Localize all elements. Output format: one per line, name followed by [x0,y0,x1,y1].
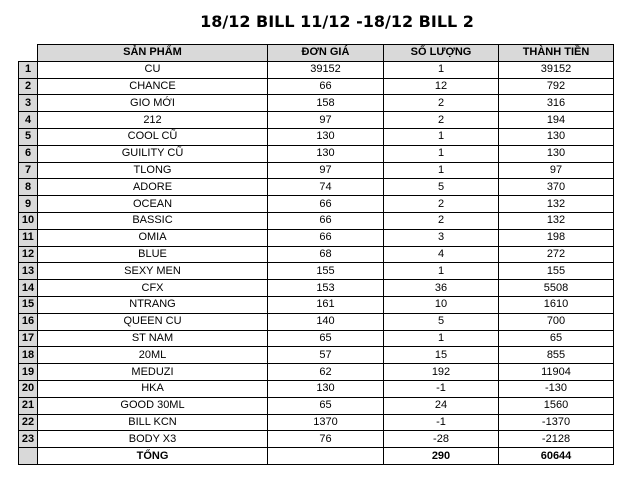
amount-cell[interactable]: 39152 [499,61,614,78]
product-cell[interactable]: OCEAN [38,196,268,213]
product-cell[interactable]: COOL CŨ [38,128,268,145]
product-cell[interactable]: HKA [38,380,268,397]
quantity-cell[interactable]: 2 [384,212,499,229]
amount-cell[interactable]: 65 [499,330,614,347]
unit-price-cell[interactable]: 65 [268,397,384,414]
amount-cell[interactable]: 97 [499,162,614,179]
row-number-cell[interactable]: 9 [19,196,38,213]
unit-price-cell[interactable]: 74 [268,179,384,196]
table-row [19,112,614,129]
unit-price-cell[interactable]: 66 [268,196,384,213]
table-row [19,364,614,381]
table-row [19,246,614,263]
unit-price-cell[interactable]: 158 [268,95,384,112]
amount-cell[interactable]: 132 [499,212,614,229]
table-row [19,347,614,364]
header-product[interactable]: SẢN PHẨM [38,45,268,62]
row-number-cell[interactable]: 11 [19,229,38,246]
table-row [19,414,614,431]
row-number-cell[interactable]: 13 [19,263,38,280]
table-row [19,229,614,246]
product-cell[interactable]: 20ML [38,347,268,364]
row-number-cell[interactable]: 18 [19,347,38,364]
header-amount[interactable]: THÀNH TIỀN [499,45,614,62]
totals-quantity-cell[interactable]: 290 [384,448,499,465]
row-number-cell[interactable]: 4 [19,112,38,129]
amount-cell[interactable]: 5508 [499,280,614,297]
unit-price-cell[interactable]: 97 [268,162,384,179]
amount-cell[interactable]: 855 [499,347,614,364]
row-number-cell[interactable]: 5 [19,128,38,145]
unit-price-cell[interactable]: 57 [268,347,384,364]
quantity-cell[interactable]: 4 [384,246,499,263]
quantity-cell[interactable]: 3 [384,229,499,246]
table-row [19,95,614,112]
table-row [19,212,614,229]
row-number-cell[interactable]: 7 [19,162,38,179]
table-row [19,162,614,179]
product-cell[interactable]: BLUE [38,246,268,263]
table-row [19,61,614,78]
quantity-cell[interactable]: -1 [384,414,499,431]
row-number-cell[interactable]: 6 [19,145,38,162]
amount-cell[interactable]: 700 [499,313,614,330]
table-row [19,179,614,196]
totals-row [19,448,614,465]
unit-price-cell[interactable]: 130 [268,380,384,397]
quantity-cell[interactable]: 2 [384,196,499,213]
quantity-cell[interactable]: 15 [384,347,499,364]
row-number-cell[interactable]: 15 [19,296,38,313]
table-row [19,431,614,448]
amount-cell[interactable]: 132 [499,196,614,213]
row-number-cell[interactable]: 2 [19,78,38,95]
product-cell[interactable]: CHANCE [38,78,268,95]
table-row [19,397,614,414]
row-number-cell[interactable]: 14 [19,280,38,297]
unit-price-cell[interactable]: 155 [268,263,384,280]
header-quantity[interactable]: SỐ LƯỢNG [384,45,499,62]
product-cell[interactable]: MEDUZI [38,364,268,381]
table-row [19,280,614,297]
unit-price-cell[interactable]: 68 [268,246,384,263]
amount-cell[interactable]: 130 [499,128,614,145]
unit-price-cell[interactable]: 161 [268,296,384,313]
amount-cell[interactable]: 792 [499,78,614,95]
product-cell[interactable]: OMIA [38,229,268,246]
row-number-cell[interactable]: 3 [19,95,38,112]
table-row [19,263,614,280]
row-number-cell[interactable]: 8 [19,179,38,196]
row-number-cell[interactable]: 16 [19,313,38,330]
unit-price-cell[interactable]: 66 [268,212,384,229]
unit-price-cell[interactable]: 140 [268,313,384,330]
quantity-cell[interactable]: 12 [384,78,499,95]
unit-price-cell[interactable]: 62 [268,364,384,381]
unit-price-cell[interactable]: 1370 [268,414,384,431]
product-cell[interactable]: ST NAM [38,330,268,347]
bill-table [18,44,614,465]
quantity-cell[interactable]: 192 [384,364,499,381]
table-row [19,313,614,330]
row-number-cell[interactable]: 10 [19,212,38,229]
quantity-cell[interactable]: 1 [384,330,499,347]
quantity-cell[interactable]: 1 [384,145,499,162]
unit-price-cell[interactable]: 130 [268,128,384,145]
table-row [19,330,614,347]
amount-cell[interactable]: -1370 [499,414,614,431]
corner-cell [19,45,38,62]
unit-price-cell[interactable]: 65 [268,330,384,347]
unit-price-cell[interactable]: 76 [268,431,384,448]
quantity-cell[interactable]: 1 [384,162,499,179]
product-cell[interactable]: BILL KCN [38,414,268,431]
quantity-cell[interactable]: 10 [384,296,499,313]
row-number-cell[interactable]: 1 [19,61,38,78]
quantity-cell[interactable]: 24 [384,397,499,414]
amount-cell[interactable]: 1560 [499,397,614,414]
product-cell[interactable]: GUILITY CŨ [38,145,268,162]
quantity-cell[interactable]: 5 [384,179,499,196]
product-cell[interactable]: NTRANG [38,296,268,313]
table-row [19,145,614,162]
totals-amount-cell[interactable]: 60644 [499,448,614,465]
totals-price-cell[interactable] [268,448,384,465]
amount-cell[interactable]: -130 [499,380,614,397]
table-row [19,380,614,397]
unit-price-cell[interactable]: 66 [268,78,384,95]
product-cell[interactable]: GOOD 30ML [38,397,268,414]
unit-price-cell[interactable]: 66 [268,229,384,246]
quantity-cell[interactable]: 2 [384,95,499,112]
amount-cell[interactable]: -2128 [499,431,614,448]
header-unit-price[interactable]: ĐƠN GIÁ [268,45,384,62]
row-number-cell[interactable]: 17 [19,330,38,347]
table-row [19,128,614,145]
amount-cell[interactable]: 316 [499,95,614,112]
row-number-cell[interactable]: 23 [19,431,38,448]
table-row [19,78,614,95]
quantity-cell[interactable]: -28 [384,431,499,448]
product-cell[interactable]: CU [38,61,268,78]
quantity-cell[interactable]: 1 [384,128,499,145]
quantity-cell[interactable]: 5 [384,313,499,330]
amount-cell[interactable]: 198 [499,229,614,246]
table-row [19,196,614,213]
row-number-cell[interactable]: 22 [19,414,38,431]
product-cell[interactable]: QUEEN CU [38,313,268,330]
amount-cell[interactable]: 11904 [499,364,614,381]
table-row [19,296,614,313]
header-row [19,45,614,62]
product-cell[interactable]: ADORE [38,179,268,196]
amount-cell[interactable]: 194 [499,112,614,129]
amount-cell[interactable]: 1610 [499,296,614,313]
quantity-cell[interactable]: 2 [384,112,499,129]
product-cell[interactable]: SEXY MEN [38,263,268,280]
totals-row-number-cell[interactable] [19,448,38,465]
sheet-title: 18/12 BILL 11/12 -18/12 BILL 2 [200,12,474,31]
product-cell[interactable]: GIO MỚI [38,95,268,112]
row-number-cell[interactable]: 20 [19,380,38,397]
totals-label-cell[interactable]: TỔNG [38,448,268,465]
unit-price-cell[interactable]: 39152 [268,61,384,78]
amount-cell[interactable]: 130 [499,145,614,162]
row-number-cell[interactable]: 21 [19,397,38,414]
row-number-cell[interactable]: 12 [19,246,38,263]
amount-cell[interactable]: 370 [499,179,614,196]
quantity-cell[interactable]: -1 [384,380,499,397]
amount-cell[interactable]: 155 [499,263,614,280]
amount-cell[interactable]: 272 [499,246,614,263]
row-number-cell[interactable]: 19 [19,364,38,381]
product-cell[interactable]: BODY X3 [38,431,268,448]
unit-price-cell[interactable]: 130 [268,145,384,162]
unit-price-cell[interactable]: 153 [268,280,384,297]
quantity-cell[interactable]: 1 [384,263,499,280]
product-cell[interactable]: 212 [38,112,268,129]
unit-price-cell[interactable]: 97 [268,112,384,129]
product-cell[interactable]: TLONG [38,162,268,179]
quantity-cell[interactable]: 1 [384,61,499,78]
quantity-cell[interactable]: 36 [384,280,499,297]
product-cell[interactable]: CFX [38,280,268,297]
product-cell[interactable]: BASSIC [38,212,268,229]
